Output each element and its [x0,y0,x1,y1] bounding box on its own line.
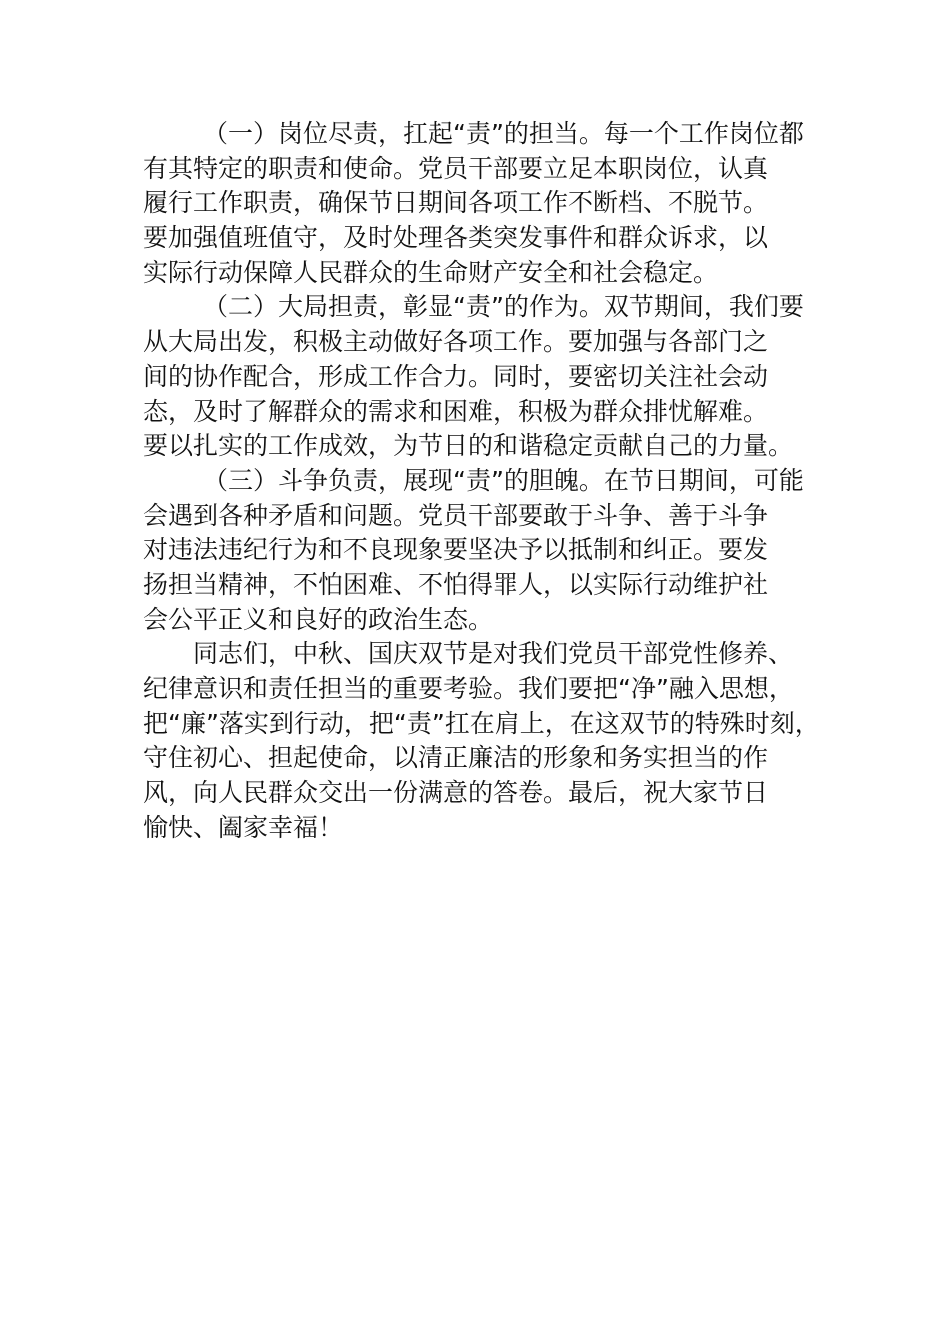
paragraph-line: 会遇到各种矛盾和问题。党员干部要敢于斗争、善于斗争 [143,500,769,530]
paragraph-1 [143,117,833,290]
paragraph-line: 履行工作职责，确保节日期间各项工作不断档、不脱节。 [143,188,769,218]
paragraph-line: 有其特定的职责和使命。党员干部要立足本职岗位，认真 [143,153,769,183]
paragraph-line: 实际行动保障人民群众的生命财产安全和社会稳定。 [143,257,719,287]
paragraph-line: 风，向人民群众交出一份满意的答卷。最后，祝大家节日 [143,778,769,808]
paragraph-4 [143,637,833,845]
paragraph-line: 要以扎实的工作成效，为节日的和谐稳定贡献自己的力量。 [143,431,794,461]
paragraph-line: 态，及时了解群众的需求和困难，积极为群众排忧解难。 [143,396,769,426]
paragraph-line: （一）岗位尽责，扛起“责”的担当。每一个工作岗位都 [203,119,804,148]
paragraph-line: 从大局出发，积极主动做好各项工作。要加强与各部门之 [143,327,769,357]
paragraph-line: 纪律意识和责任担当的重要考验。我们要把“净”融入思想， [143,674,794,703]
paragraph-line: （二）大局担责，彰显“责”的作为。双节期间，我们要 [203,292,804,322]
paragraph-line: 愉快、阖家幸福！ [143,812,344,842]
paragraph-line: （三）斗争负责，展现“责”的胆魄。在节日期间，可能 [203,465,804,495]
paragraph-3 [143,464,833,637]
paragraph-line: 对违法违纪行为和不良现象要坚决予以抵制和纠正。要发 [143,535,769,565]
paragraph-line: 扬担当精神，不怕困难、不怕得罪人，以实际行动维护社 [143,569,769,599]
paragraph-line: 同志们，中秋、国庆双节是对我们党员干部党性修养、 [193,639,794,669]
paragraph-line: 把“廉”落实到行动，把“责”扛在肩上，在这双节的特殊时刻， [143,708,820,738]
paragraph-line: 会公平正义和良好的政治生态。 [143,604,494,634]
paragraph-line: 守住初心、担起使命，以清正廉洁的形象和务实担当的作 [143,743,769,773]
paragraph-line: 要加强值班值守，及时处理各类突发事件和群众诉求，以 [143,223,769,253]
document-body [143,117,833,845]
paragraph-line: 间的协作配合，形成工作合力。同时，要密切关注社会动 [143,361,769,391]
paragraph-2 [143,290,833,463]
